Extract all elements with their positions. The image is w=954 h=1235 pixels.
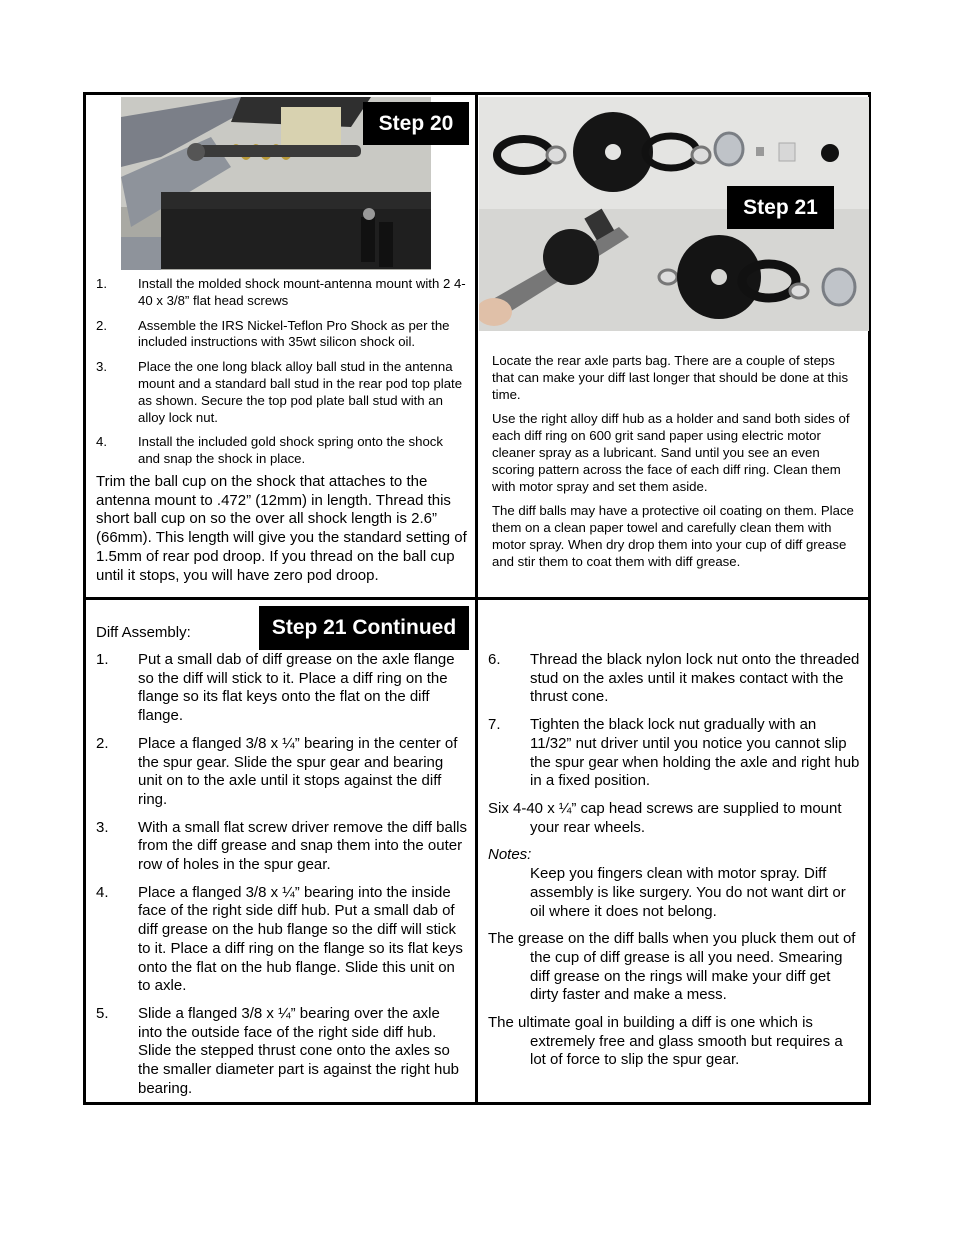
diff-assembly-heading: Diff Assembly:	[96, 624, 191, 641]
list-item: 1. Install the molded shock mount-antenna mount with 2 4-40 x 3/8” flat head screws	[96, 276, 466, 308]
step21-text	[492, 353, 860, 571]
list-item: 5. Slide a flanged 3/8 x ¼” bearing over the axle into the outside face of the right side diff hub. Slide the stepped thrust cone onto the axles so the smaller diameter part is against the right hub bearing.	[96, 1004, 459, 1097]
step21-continued-label: Step 21 Continued	[259, 606, 469, 650]
step21-label: Step 21	[727, 186, 834, 229]
step20-label: Step 20	[363, 102, 469, 145]
list-item: 7. Tighten the black lock nut gradually with an 11/32” nut driver until you notice you cannot slip the spur gear when holding the axle and right hub in a fixed position.	[488, 716, 860, 790]
notes-label: Notes:	[488, 846, 532, 864]
paragraph: Use the right alloy diff hub as a holder and sand both sides of each diff ring on 600 grit sand paper using electric motor cleaner spray as a lubricant. Sand until you see an even scoring pattern across the face of each diff ring. Clean them with motor spray and set them aside.	[492, 411, 850, 494]
notes-paragraph: Keep you fingers clean with motor spray. Diff assembly is like surgery. You do not want dirt or oil where it does not belong.	[530, 865, 846, 920]
list-item: 6. Thread the black nylon lock nut onto the threaded stud on the axles until it makes contact with the thrust cone.	[488, 651, 860, 706]
screws-paragraph: Six 4-40 x ¼” cap head screws are supplied to mount your rear wheels.	[488, 800, 842, 836]
goal-paragraph: The ultimate goal in building a diff is one which is extremely free and glass smooth but requires a lot of force to slip the spur gear.	[488, 1014, 843, 1069]
grease-paragraph: The grease on the diff balls when you pluck them out of the cup of diff grease is all you need. Smearing diff grease on the rings will make your diff get dirty faster and make a mess.	[488, 930, 856, 1004]
trim-paragraph: Trim the ball cup on the shock that attaches to the antenna mount to .472” (12mm) in length. Thread this short ball cup on so the over all shock length is 2.6” (66mm). This length will give you the standard setting of 1.5mm of rear pod droop. If you thread on the ball cup until it stops, you will have zero pod droop.	[96, 473, 467, 584]
step20-list	[96, 276, 466, 476]
horizontal-divider	[83, 597, 871, 600]
list-item: 1. Put a small dab of diff grease on the axle flange so the diff will stick to it. Place a diff ring on the flange so its flat keys onto the flat on the diff flange.	[96, 651, 455, 725]
list-item: 2. Assemble the IRS Nickel-Teflon Pro Shock as per the included instructions with 35wt silicon shock oil.	[96, 317, 450, 350]
list-item: 3. With a small flat screw driver remove the diff balls from the diff grease and snap them into the outer row of holes in the spur gear.	[96, 818, 467, 874]
list-item: 4. Install the included gold shock spring onto the shock and snap the shock in place.	[96, 434, 443, 467]
notes-section	[488, 800, 860, 1079]
paragraph: The diff balls may have a protective oil coating on them. Place them on a clean paper towel and carefully clean them with motor spray. When dry drop them into your cup of diff grease and stir them to coat them with diff grease.	[492, 503, 854, 569]
diff-assembly-list	[96, 651, 468, 1107]
list-item: 3. Place the one long black alloy ball stud in the antenna mount and a standard ball stud in the rear pod top plate as shown. Secure the top pod plate ball stud with an alloy lock nut.	[96, 359, 463, 425]
list-item: 2. Place a flanged 3/8 x ¼” bearing in the center of the spur gear. Slide the spur gear and bearing unit on to the axle until it stops against the diff ring.	[96, 734, 458, 808]
list-item: 4. Place a flanged 3/8 x ¼” bearing into the inside face of the right side diff hub. Put a small dab of diff grease on the hub flange so the diff will stick to it. Place a diff ring on the flange so its flat keys onto the flat on the hub flange. Slide this unit on to axle.	[96, 883, 463, 995]
paragraph: Locate the rear axle parts bag. There are a couple of steps that can make your diff last longer that should be done at this time.	[492, 353, 849, 402]
diff-assembly-list-continued	[488, 651, 860, 800]
